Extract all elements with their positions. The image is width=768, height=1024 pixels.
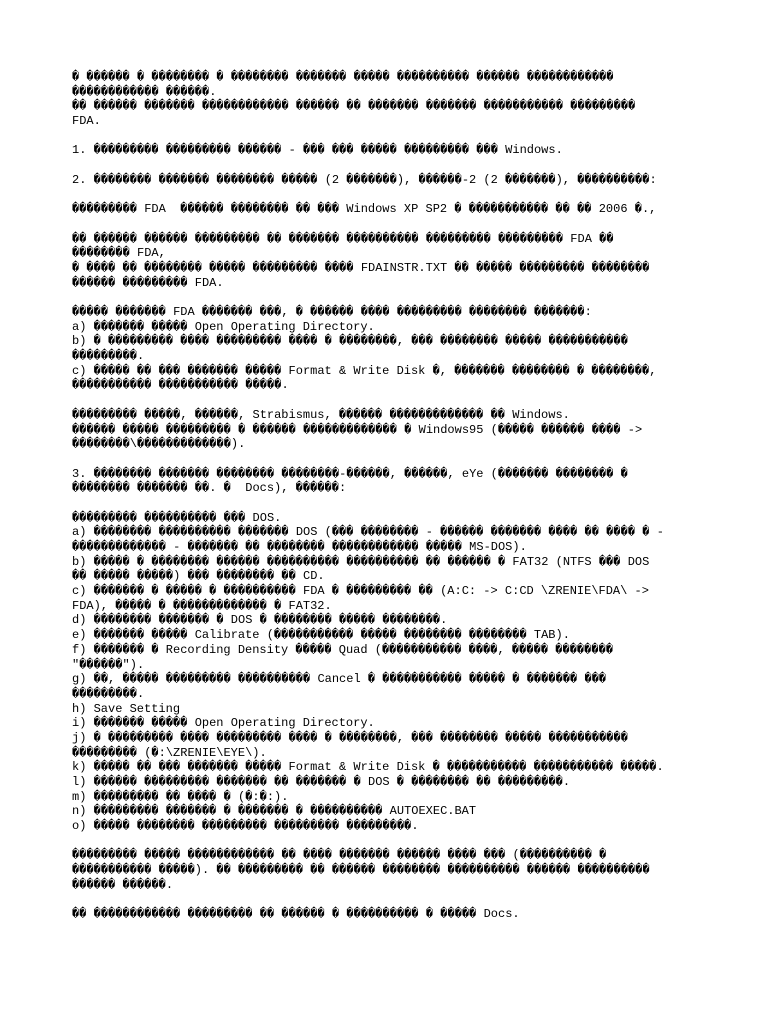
text-line: k) ����� �� ��� ������� ����� Format & Write Disk � ����������� ����������� �����. <box>72 760 664 775</box>
text-line: 1. ��������� ��������� ������ - ��� ��� ����� ��������� ��� Windows. <box>72 143 563 158</box>
text-line: �� ����� �����) ��� �������� �� CD. <box>72 569 325 584</box>
text-line: �������� FDA, <box>72 246 166 261</box>
text-line: ��������� �����, ������, Strabismus, ������ ������������� �� Windows. <box>72 407 570 422</box>
text-line: n) ��������� ������� � ������� � ���������� AUTOEXEC.BAT <box>72 804 477 819</box>
text-line: i) ������� ����� Open Operating Directory. <box>72 716 375 731</box>
text-line: ����������� �����). �� ��������� �� ������ �������� ���������� ������ ���������� <box>72 863 650 878</box>
blank-line <box>72 393 698 408</box>
text-line: 2. �������� ������� �������� ����� (2 �������), ������-2 (2 �������), ����������: <box>72 172 657 187</box>
text-line: f) ������� � Recording Density ����� Quad (����������� ����, ����� �������� <box>72 642 614 657</box>
text-line: j) � ��������� ���� ��������� ���� � ��������, ��� �������� ����� ����������� <box>72 730 628 745</box>
text-line: ������������� - ������� �� �������� ������������ ����� MS-DOS). <box>72 540 527 554</box>
text-line: FDA. <box>72 114 101 129</box>
blank-line <box>72 834 698 849</box>
text-line: 3. �������� ������� �������� ��������-������, ������, eYe (������� �������� � <box>72 466 628 481</box>
text-line: ��������\�������������). <box>72 437 246 452</box>
blank-line <box>72 893 698 908</box>
text-line: h) Save Setting <box>72 701 181 716</box>
text-line: �� ������������ ��������� �� ������ � ���������� � ����� Docs. <box>72 907 520 922</box>
text-line: ����������� ����������� �����. <box>72 378 289 393</box>
text-line: ���������. <box>72 686 145 701</box>
text-line: l) ������ ��������� ������� �� ������� � DOS � �������� �� ���������. <box>72 775 571 789</box>
blank-line <box>72 290 698 305</box>
text-line: ���������. <box>72 349 145 364</box>
text-line: �� ������ ������ ��������� �� ������� ���������� ��������� ��������� FDA �� <box>72 231 614 246</box>
blank-line <box>72 158 698 173</box>
text-line: � ���� �� �������� ����� ��������� ���� FDAINSTR.TXT �� ����� ��������� �������� <box>72 260 650 275</box>
blank-line <box>72 129 698 144</box>
blank-line <box>72 217 698 232</box>
text-line: �� ������ ������� ������������ ������ �� ������� ������� ����������� ��������� <box>72 99 636 114</box>
text-line: a) ������� ����� Open Operating Directory. <box>72 319 375 334</box>
text-line: FDA), ����� � ������������� � FAT32. <box>72 598 332 613</box>
text-line: � ������ � �������� � �������� ������� ����� ���������� ������ ������������ <box>72 70 614 84</box>
text-line: a) �������� ���������� ������� DOS (��� �������� - ������ ������� ���� �� ���� � - <box>72 525 664 540</box>
text-line: o) ����� �������� ��������� ��������� ���������. <box>72 819 419 834</box>
text-line: ����� ������� FDA ������� ���, � ������ ���� ��������� �������� �������: <box>72 305 592 319</box>
text-line: c) ������� � ����� � ���������� FDA � ��������� �� (A:C: -> C:CD \ZRENIE\FDA\ -> <box>72 584 649 599</box>
text-line: ������ ����� ��������� � ������ ������������� � Windows95 (����� ������ ���� -> <box>72 422 643 437</box>
text-line: b) � ��������� ���� ��������� ���� � ��������, ��� �������� ����� ����������� <box>72 334 628 349</box>
text-line: b) ����� � �������� ������ ���������� ���������� �� ������ � FAT32 (NTFS ��� DOS <box>72 554 650 569</box>
text-line: d) �������� ������� � DOS � �������� ����� ��������. <box>72 613 448 628</box>
text-line: c) ����� �� ��� ������� ����� Format & Write Disk �, ������� �������� � ��������, <box>72 363 657 378</box>
text-line: g) ��, ����� ��������� ���������� Cancel � ����������� ����� � ������� ��� <box>72 672 607 687</box>
text-line: ������ ������. <box>72 877 174 892</box>
text-line: ��������� (�:\ZRENIE\EYE\). <box>72 745 267 760</box>
text-line: ��������� FDA ������ �������� �� ��� Windows XP SP2 � ����������� �� �� 2006 �., <box>72 202 657 217</box>
text-line: ������������ ������. <box>72 84 217 99</box>
text-line: ������ ��������� FDA. <box>72 275 224 290</box>
text-line: "������"). <box>72 657 145 672</box>
blank-line <box>72 452 698 467</box>
blank-line <box>72 188 698 203</box>
text-line: m) ��������� �� ���� � (�:�:). <box>72 789 289 804</box>
text-line: ��������� ����� ������������ �� ���� ������� ������ ���� ��� (���������� � <box>72 848 607 863</box>
text-line: e) ������� ����� Calibrate (����������� ����� �������� �������� TAB). <box>72 628 570 643</box>
text-line: ��������� ���������� ��� DOS. <box>72 510 282 525</box>
blank-line <box>72 496 698 511</box>
text-line: �������� ������� ��. � Docs), ������: <box>72 481 347 496</box>
